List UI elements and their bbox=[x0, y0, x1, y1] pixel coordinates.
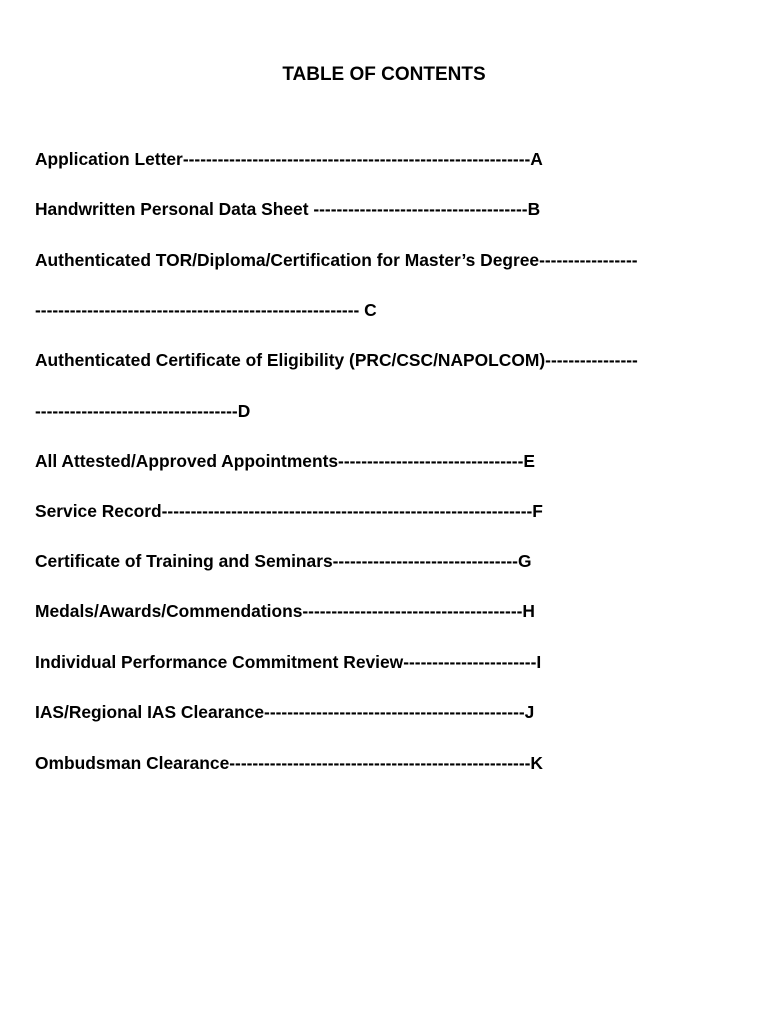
toc-entry-tor-diploma-continued: -------------------------------------------------------- C bbox=[35, 300, 377, 320]
toc-entry-medals-awards: Medals/Awards/Commendations--------------------------------------H bbox=[35, 601, 535, 621]
toc-entry-eligibility: Authenticated Certificate of Eligibility (PRC/CSC/NAPOLCOM)---------------- bbox=[35, 350, 638, 370]
toc-entry-service-record: Service Record----------------------------------------------------------------F bbox=[35, 501, 543, 521]
toc-entry-personal-data-sheet: Handwritten Personal Data Sheet -------------------------------------B bbox=[35, 199, 541, 219]
page-title: TABLE OF CONTENTS bbox=[282, 64, 486, 85]
toc-entry-appointments: All Attested/Approved Appointments--------------------------------E bbox=[35, 451, 535, 471]
toc-entry-training-seminars: Certificate of Training and Seminars--------------------------------G bbox=[35, 551, 532, 571]
toc-entry-eligibility-continued: -----------------------------------D bbox=[35, 401, 251, 421]
toc-entry-application-letter: Application Letter------------------------------------------------------------A bbox=[35, 149, 543, 169]
toc-entry-ombudsman-clearance: Ombudsman Clearance----------------------------------------------------K bbox=[35, 753, 543, 773]
toc-entry-tor-diploma: Authenticated TOR/Diploma/Certification for Master’s Degree----------------- bbox=[35, 250, 638, 270]
toc-entry-performance-review: Individual Performance Commitment Review-----------------------I bbox=[35, 652, 542, 672]
toc-entry-ias-clearance: IAS/Regional IAS Clearance---------------------------------------------J bbox=[35, 702, 535, 722]
